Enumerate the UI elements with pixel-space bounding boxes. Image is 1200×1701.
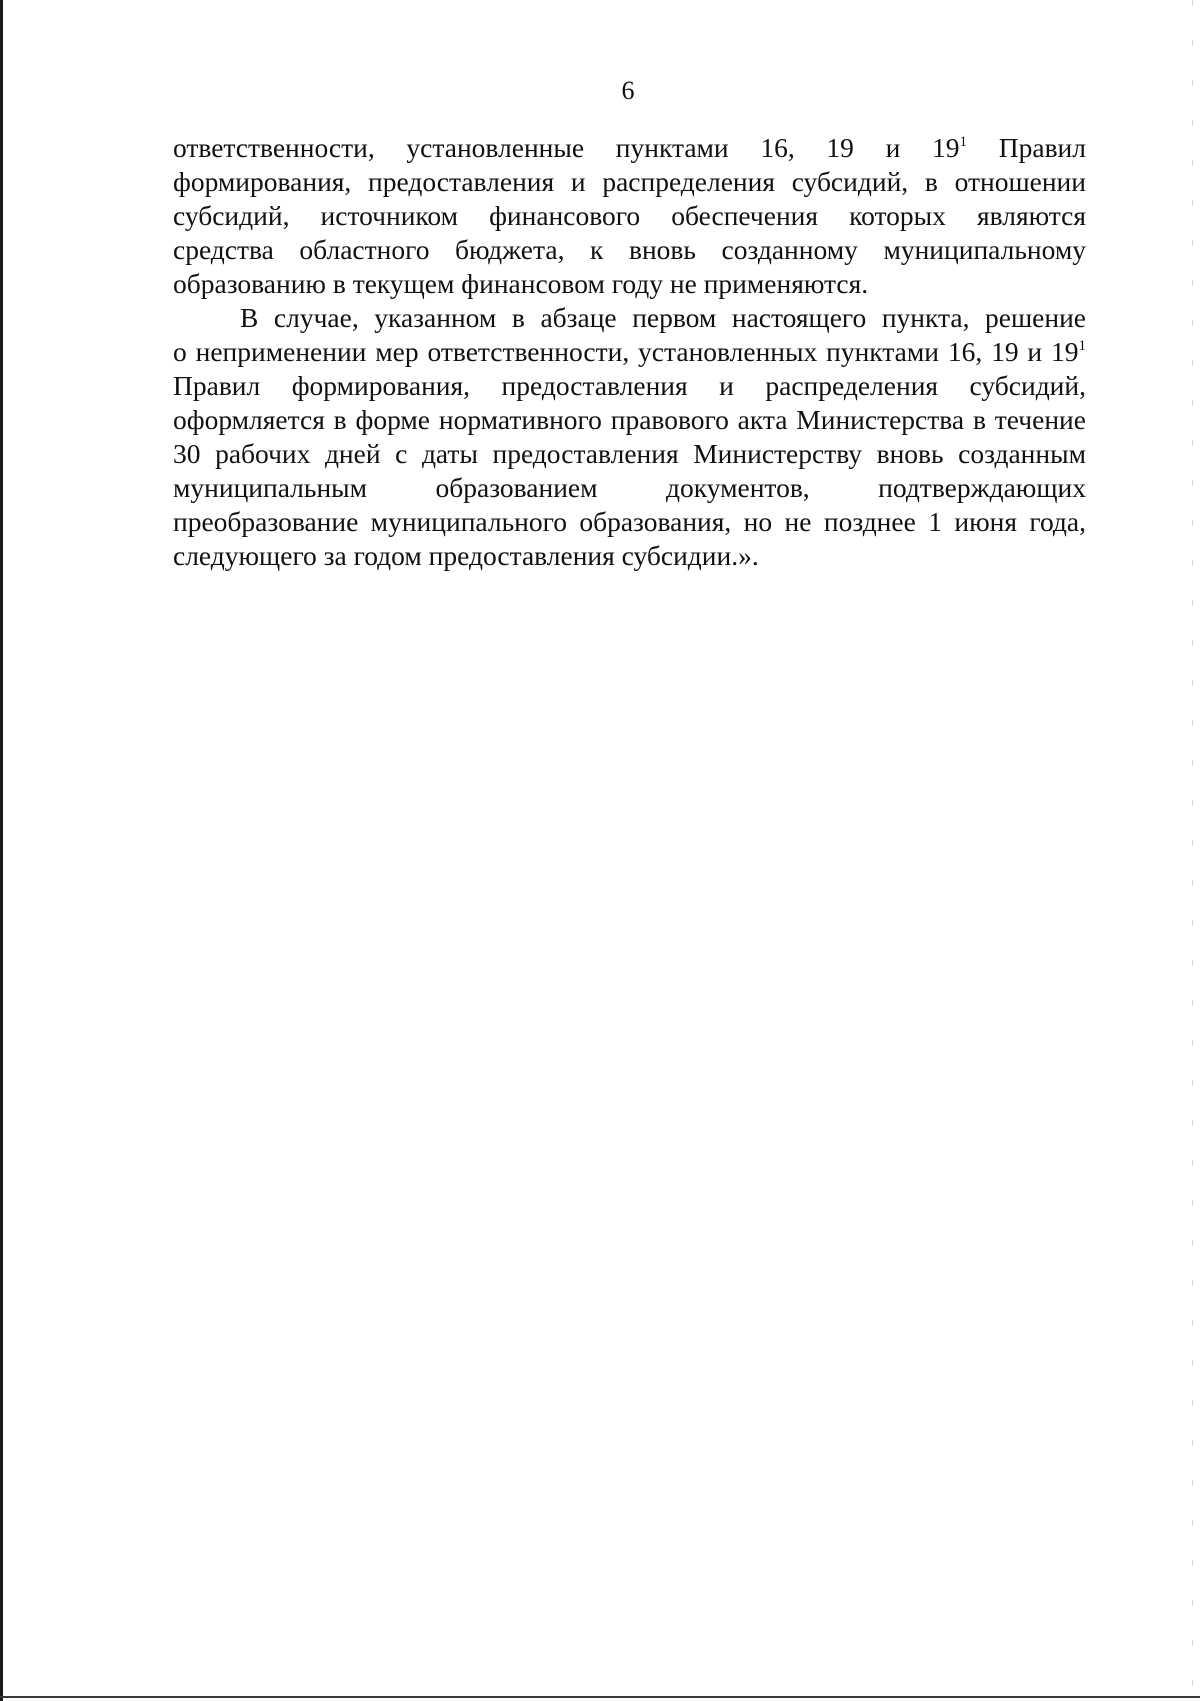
text-line: о неприменении мер ответственности, установленных пунктами 16, 19 и $19^1$ [173,336,1086,367]
paragraph-1 [173,131,1086,301]
text-line: ответственности, установленные пунктами 16, 19 и $19^1$ Правил [173,132,1086,163]
body-text [173,131,1086,573]
superscript: 1 [1078,338,1086,354]
text-line: Правил формирования, предоставления и распределения субсидий, [173,370,1086,401]
text-line: образованию в текущем финансовом году не применяются. [173,268,869,299]
scan-edge-left [0,0,3,1701]
text-line: муниципальным образованием документов, подтверждающих [173,472,1086,503]
page-number: 6 [621,76,635,105]
text-line: формирования, предоставления и распределения субсидий, в отношении [173,166,1086,197]
text-line: средства областного бюджета, к вновь созданному муниципальному [173,234,1086,265]
scan-edge-bottom [0,1696,1200,1698]
text-line: субсидий, источником финансового обеспечения которых являются [173,200,1086,231]
text-line: В случае, указанном в абзаце первом настоящего пункта, решение [240,302,1086,333]
text-line: следующего за годом предоставления субсидии.». [173,540,759,571]
text-line: преобразование муниципального образования, но не позднее 1 июня года, [173,506,1086,537]
scan-edge-right [1192,0,1193,1701]
text-line: оформляется в форме нормативного правового акта Министерства в течение [173,404,1086,435]
superscript: 1 [959,134,968,150]
text-line: 30 рабочих дней с даты предоставления Министерству вновь созданным [173,438,1086,469]
paragraph-2 [173,301,1086,573]
